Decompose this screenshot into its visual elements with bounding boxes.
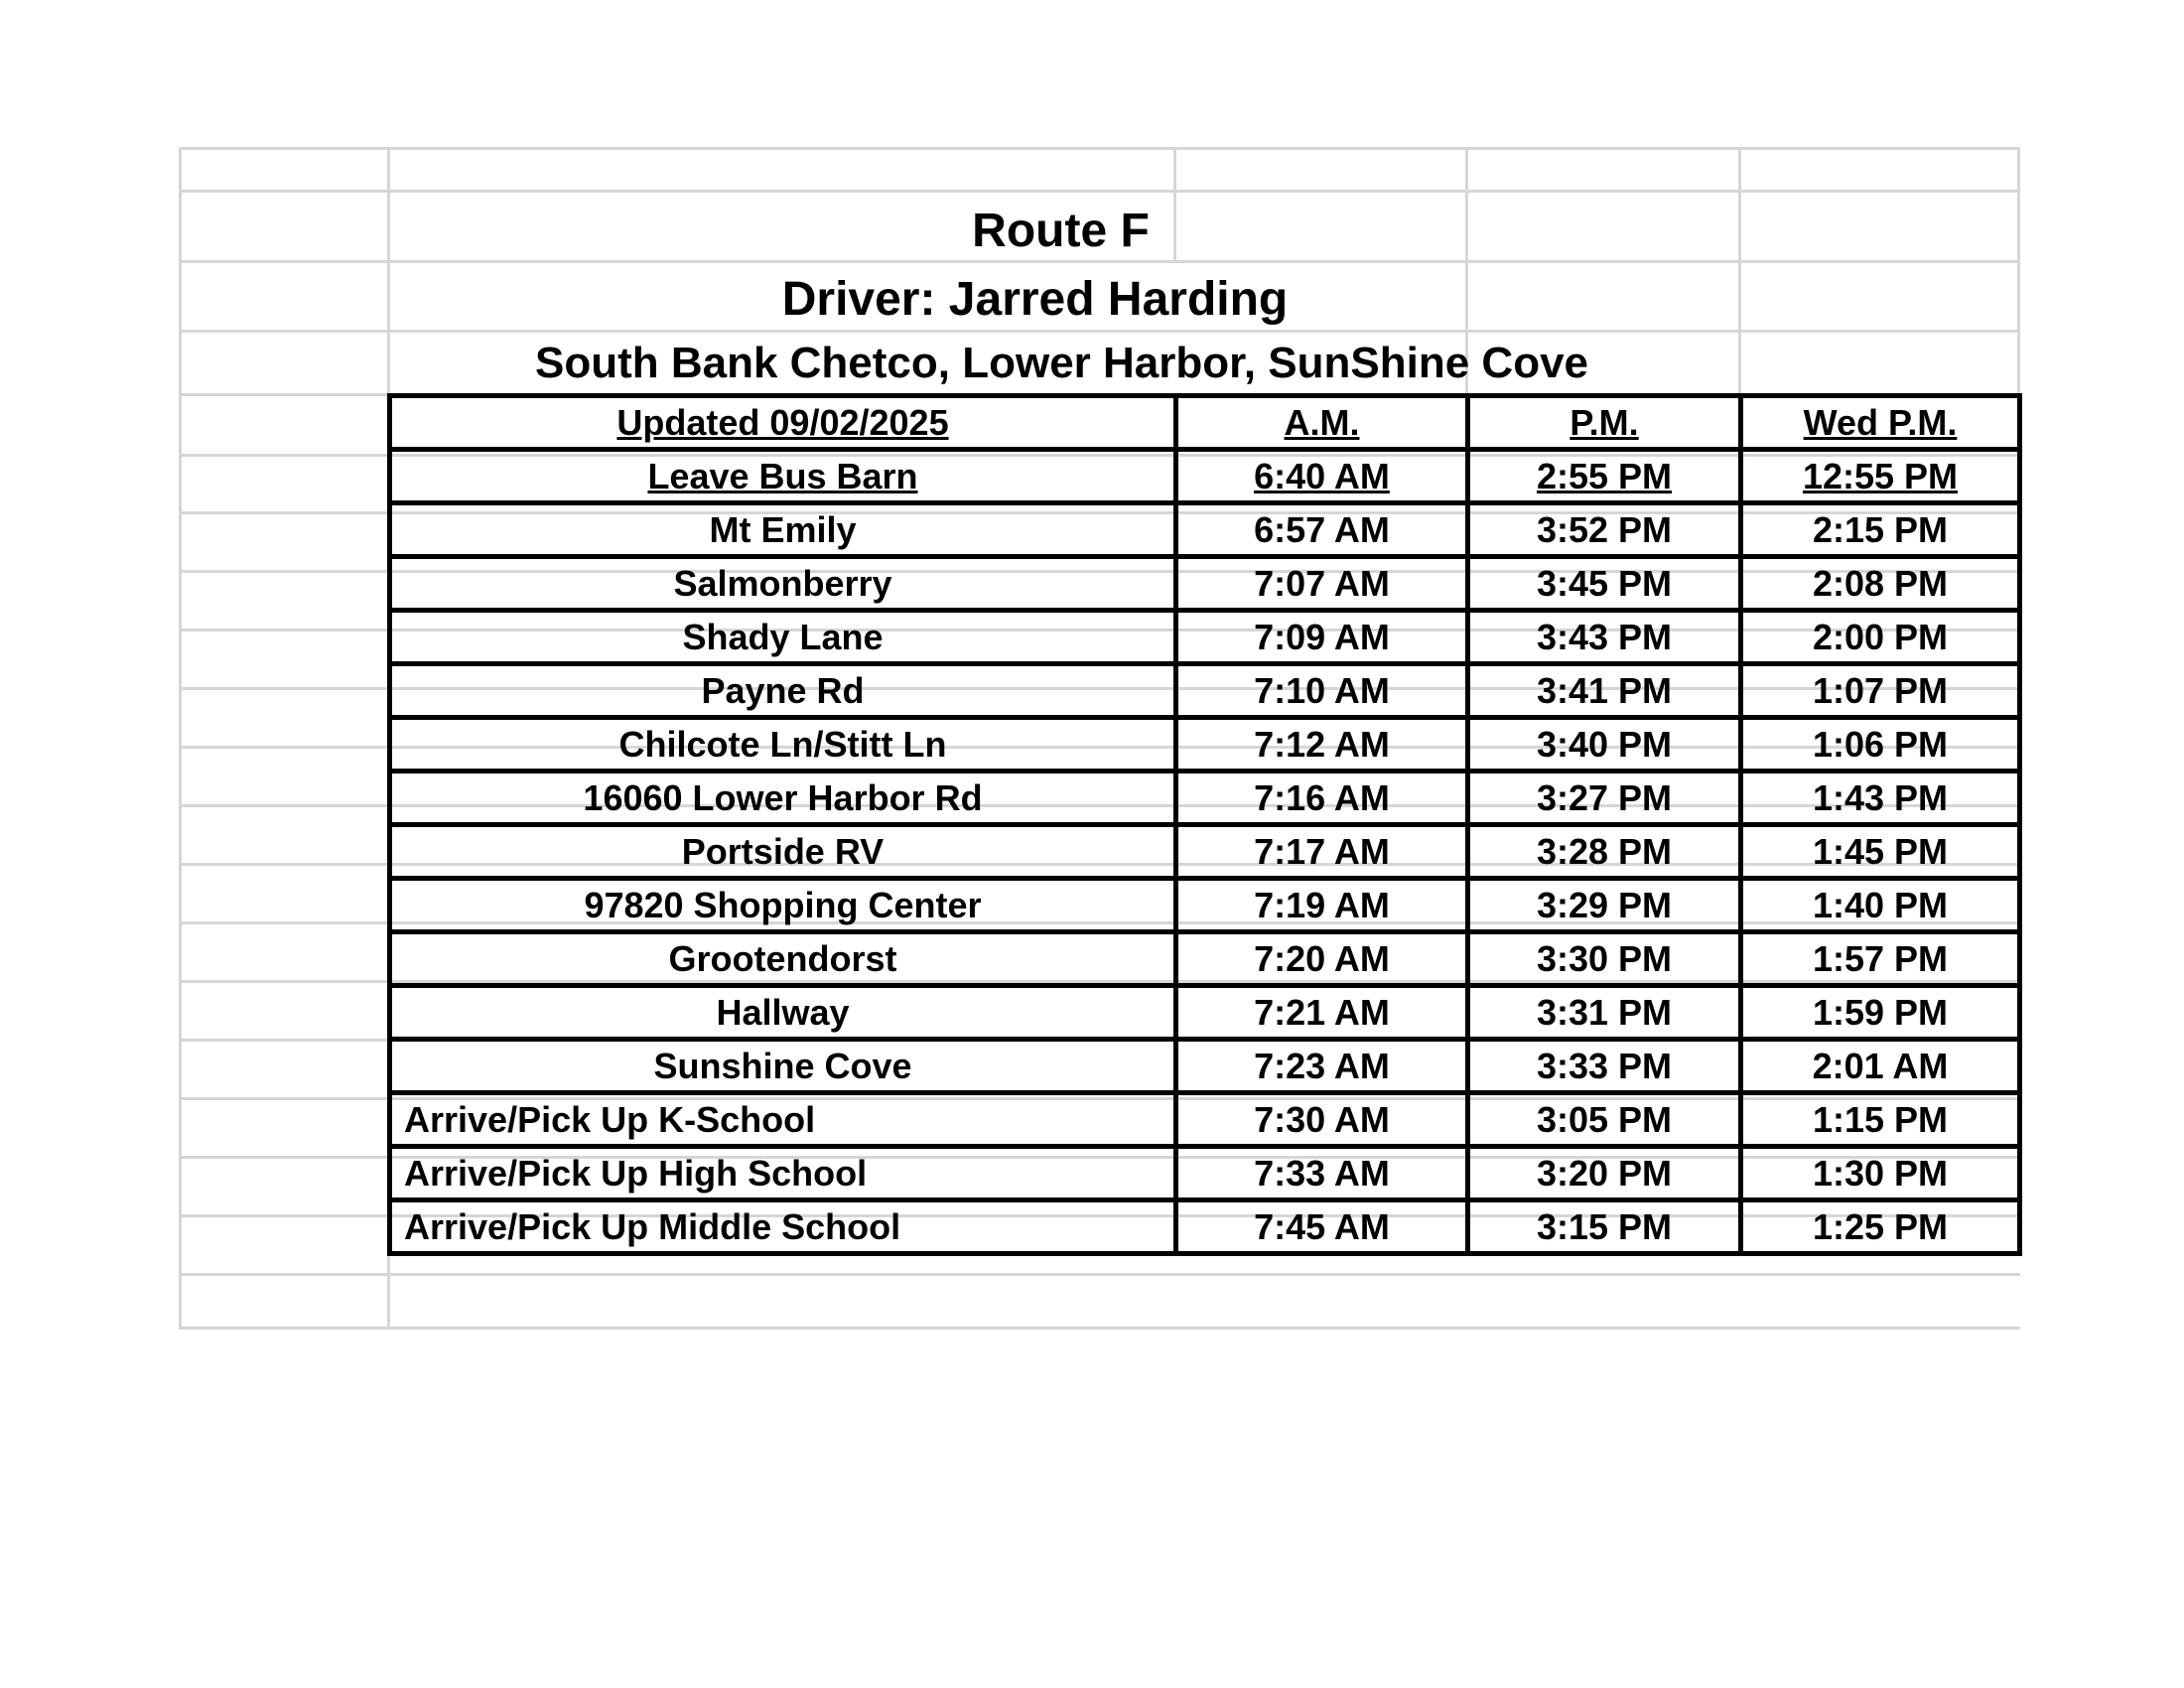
am-time: 7:23 AM [1176,1040,1468,1093]
wed-pm-time: 1:59 PM [1741,986,2020,1040]
wed-pm-time: 1:06 PM [1741,718,2020,772]
am-time: 7:21 AM [1176,986,1468,1040]
stop-name: Arrive/Pick Up Middle School [390,1200,1176,1254]
table-row [390,1093,2020,1147]
table-row [390,557,2020,611]
pm-time: 3:33 PM [1468,1040,1741,1093]
column-header-am: A.M. [1176,396,1468,450]
wed-pm-time: 1:45 PM [1741,825,2020,879]
am-time: 7:20 AM [1176,932,1468,986]
column-header-wed-pm: Wed P.M. [1741,396,2020,450]
pm-time: 3:41 PM [1468,664,1741,718]
grid-line [2017,147,2020,393]
grid-line [179,147,2020,150]
column-header-pm: P.M. [1468,396,1741,450]
wed-pm-time: 2:15 PM [1741,503,2020,557]
pm-time: 3:40 PM [1468,718,1741,772]
wed-pm-time: 1:40 PM [1741,879,2020,932]
stop-name: Payne Rd [390,664,1176,718]
table-row [390,611,2020,664]
wed-pm-time: 2:00 PM [1741,611,2020,664]
table-row [390,718,2020,772]
route-areas: South Bank Chetco, Lower Harbor, SunShine Cove [534,339,1589,387]
wed-pm-time: 1:43 PM [1741,772,2020,825]
table-row [390,1200,2020,1254]
route-title: Route F [972,205,1150,257]
pm-time: 3:31 PM [1468,986,1741,1040]
am-time: 7:45 AM [1176,1200,1468,1254]
wed-pm-time: 1:57 PM [1741,932,2020,986]
am-time: 7:16 AM [1176,772,1468,825]
pm-time: 3:43 PM [1468,611,1741,664]
grid-line [179,1273,2020,1276]
schedule-table [387,393,2022,1256]
am-time: 7:07 AM [1176,557,1468,611]
pm-time: 2:55 PM [1468,450,1741,503]
wed-pm-time: 2:08 PM [1741,557,2020,611]
stop-name: Hallway [390,986,1176,1040]
pm-time: 3:45 PM [1468,557,1741,611]
table-row [390,1040,2020,1093]
stop-name: Salmonberry [390,557,1176,611]
wed-pm-time: 2:01 AM [1741,1040,2020,1093]
wed-pm-time: 12:55 PM [1741,450,2020,503]
am-time: 7:33 AM [1176,1147,1468,1200]
stop-name: Shady Lane [390,611,1176,664]
table-row [390,932,2020,986]
wed-pm-time: 1:30 PM [1741,1147,2020,1200]
driver-name: Driver: Jarred Harding [781,273,1289,326]
table-row [390,825,2020,879]
wed-pm-time: 1:07 PM [1741,664,2020,718]
am-time: 7:30 AM [1176,1093,1468,1147]
pm-time: 3:29 PM [1468,879,1741,932]
table-row [390,503,2020,557]
pm-time: 3:15 PM [1468,1200,1741,1254]
table-row [390,664,2020,718]
pm-time: 3:05 PM [1468,1093,1741,1147]
stop-name: Arrive/Pick Up K-School [390,1093,1176,1147]
am-time: 7:12 AM [1176,718,1468,772]
am-time: 7:19 AM [1176,879,1468,932]
stop-name: 97820 Shopping Center [390,879,1176,932]
am-time: 6:57 AM [1176,503,1468,557]
table-row [390,986,2020,1040]
stop-name: Portside RV [390,825,1176,879]
table-row [390,772,2020,825]
stop-name: Grootendorst [390,932,1176,986]
stop-name: 16060 Lower Harbor Rd [390,772,1176,825]
am-time: 7:10 AM [1176,664,1468,718]
wed-pm-time: 1:15 PM [1741,1093,2020,1147]
table-row [390,1147,2020,1200]
stop-name: Arrive/Pick Up High School [390,1147,1176,1200]
pm-time: 3:20 PM [1468,1147,1741,1200]
grid-line [179,190,2020,193]
pm-time: 3:27 PM [1468,772,1741,825]
pm-time: 3:28 PM [1468,825,1741,879]
table-row [390,450,2020,503]
pm-time: 3:52 PM [1468,503,1741,557]
stop-name: Sunshine Cove [390,1040,1176,1093]
am-time: 6:40 AM [1176,450,1468,503]
grid-line [179,1327,2020,1330]
table-header-row [390,396,2020,450]
stop-name: Leave Bus Barn [390,450,1176,503]
am-time: 7:09 AM [1176,611,1468,664]
wed-pm-time: 1:25 PM [1741,1200,2020,1254]
column-header-updated: Updated 09/02/2025 [390,396,1176,450]
am-time: 7:17 AM [1176,825,1468,879]
stop-name: Chilcote Ln/Stitt Ln [390,718,1176,772]
stop-name: Mt Emily [390,503,1176,557]
table-row [390,879,2020,932]
pm-time: 3:30 PM [1468,932,1741,986]
